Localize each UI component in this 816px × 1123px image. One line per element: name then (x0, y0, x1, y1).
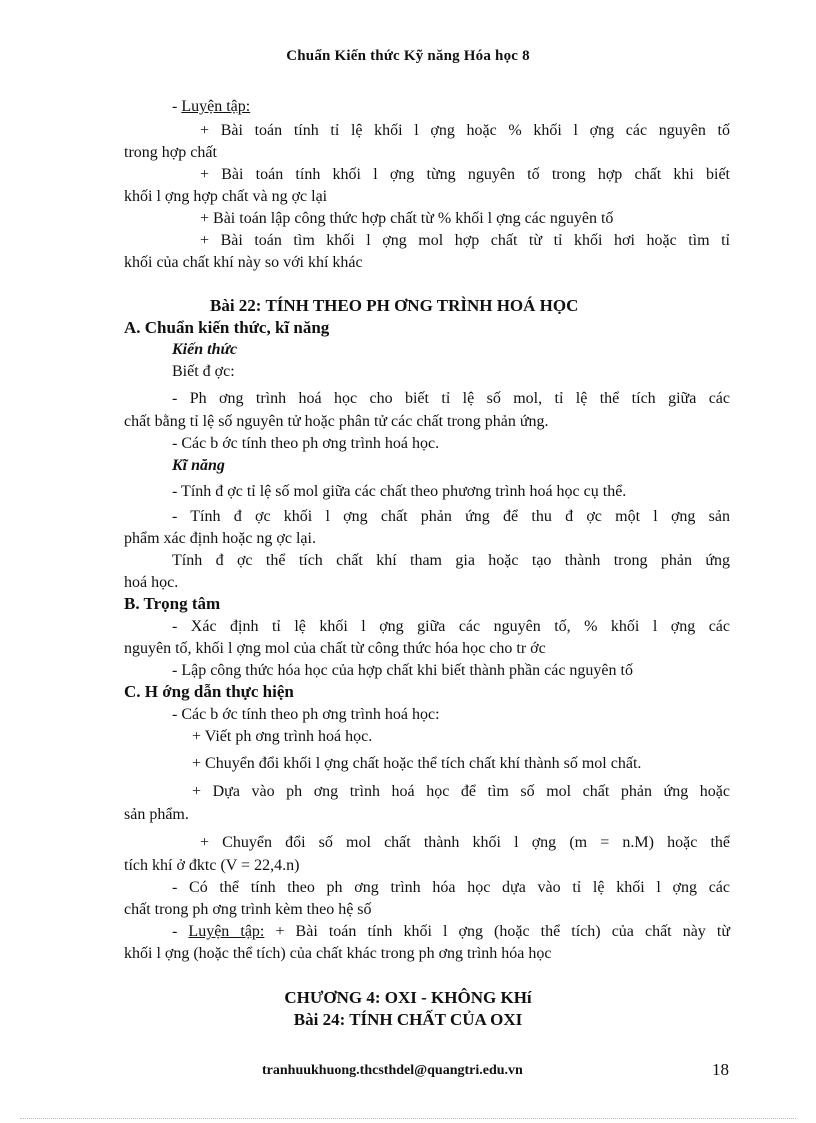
text-line: chất bằng tỉ lệ số nguyên tử hoặc phân tử các chất trong phản ứng. (124, 413, 549, 430)
footer-email: tranhuukhuong.thcsthdel@quangtri.edu.vn (262, 1063, 523, 1078)
practice-label: Luyện tập: (181, 98, 251, 115)
text-line: chất trong ph ơng trình kèm theo hệ số (124, 901, 372, 918)
page-header: Chuẩn Kiến thức Kỹ năng Hóa học 8 (286, 48, 530, 64)
page-bottom-divider (20, 1118, 796, 1119)
section-c-heading: C. H ớng dẫn thực hiện (124, 682, 294, 701)
text-line: khối l ợng (hoặc thể tích) của chất khác trong ph ơng trình hóa học (124, 945, 552, 962)
chapter-heading: CHƯƠNG 4: OXI - KHÔNG KHí (284, 988, 532, 1007)
text-line: nguyên tố, khối l ợng mol của chất từ công thức hóa học cho tr ớc (124, 640, 546, 657)
practice-line: - Luyện tập: (172, 98, 251, 115)
text-line: hoá học. (124, 574, 179, 591)
text-line: + Bài toán tính khối l ợng từng nguyên tố trong hợp chất khi biết (200, 166, 730, 183)
text-line: - Xác định tỉ lệ khối l ợng giữa các nguyên tố, % khối l ợng các (172, 618, 730, 635)
lesson-22-title (210, 296, 578, 316)
text-line: - Ph ơng trình hoá học cho biết tỉ lệ số mol, tỉ lệ thể tích giữa các (172, 390, 730, 407)
section-a-heading: A. Chuẩn kiến thức, kĩ năng (124, 318, 330, 337)
text-line: - Các b ớc tính theo ph ơng trình hoá học. (172, 435, 440, 452)
text-line: tích khí ở đktc (V = 22,4.n) (124, 857, 300, 874)
text-line: khối của chất khí này so với khí khác (124, 254, 363, 271)
practice-line-2: - Luyện tập: + Bài toán tính khối l ợng (hoặc thể tích) của chất này từ (172, 923, 731, 940)
practice-label: Luyện tập: (188, 923, 265, 940)
section-b-heading: B. Trọng tâm (124, 594, 221, 613)
text-line: + Dựa vào ph ơng trình hoá học để tìm số mol chất phản ứng hoặc (192, 783, 730, 800)
text-line: + Viết ph ơng trình hoá học. (192, 728, 373, 745)
subheading-skills: Kĩ năng (172, 457, 225, 474)
lesson-number: Bài 22: (210, 296, 262, 315)
text-line: Tính đ ợc thể tích chất khí tham gia hoặc tạo thành trong phản ứng (172, 552, 730, 569)
text-line: - Lập công thức hóa học của hợp chất khi biết thành phần các nguyên tố (172, 662, 633, 679)
page-number: 18 (712, 1060, 729, 1079)
text-line: + Bài toán lập công thức hợp chất từ % khối l ợng các nguyên tố (200, 210, 614, 227)
text-line: trong hợp chất (124, 144, 217, 161)
lesson-24-title: Bài 24: TÍNH CHẤT CỦA OXI (293, 1010, 523, 1029)
subheading-knowledge: Kiến thức (172, 341, 238, 358)
text-line: sản phẩm. (124, 806, 189, 823)
text-line: + Bài toán tìm khối l ợng mol hợp chất từ tỉ khối hơi hoặc tìm tỉ (200, 232, 730, 249)
text-line: - Có thể tính theo ph ơng trình hóa học dựa vào tỉ lệ khối l ợng các (172, 879, 730, 896)
text-line: khối l ợng hợp chất và ng ợc lại (124, 188, 328, 205)
text-line: - Tính đ ợc khối l ợng chất phản ứng để thu đ ợc một l ợng sản (172, 508, 730, 525)
lesson-name: TÍNH THEO PH ƠNG TRÌNH HOÁ HỌC (265, 296, 579, 315)
text-line: + Bài toán tính tỉ lệ khối l ợng hoặc % khối l ợng các nguyên tố (200, 122, 730, 139)
text-line: + Chuyển đổi số mol chất thành khối l ợng (m = n.M) hoặc thể (200, 834, 730, 851)
text-line: + Chuyển đổi khối l ợng chất hoặc thể tích chất khí thành số mol chất. (192, 755, 642, 772)
text-fragment: + Bài toán tính khối l ợng (hoặc thể tích) của chất này từ (264, 923, 731, 940)
text-line: - Tính đ ợc tỉ lệ số mol giữa các chất theo phương trình hoá học cụ thể. (172, 483, 627, 500)
text-line: phẩm xác định hoặc ng ợc lại. (124, 530, 316, 547)
text-line: Biết đ ợc: (172, 363, 235, 380)
text-line: - Các b ớc tính theo ph ơng trình hoá học: (172, 706, 440, 723)
